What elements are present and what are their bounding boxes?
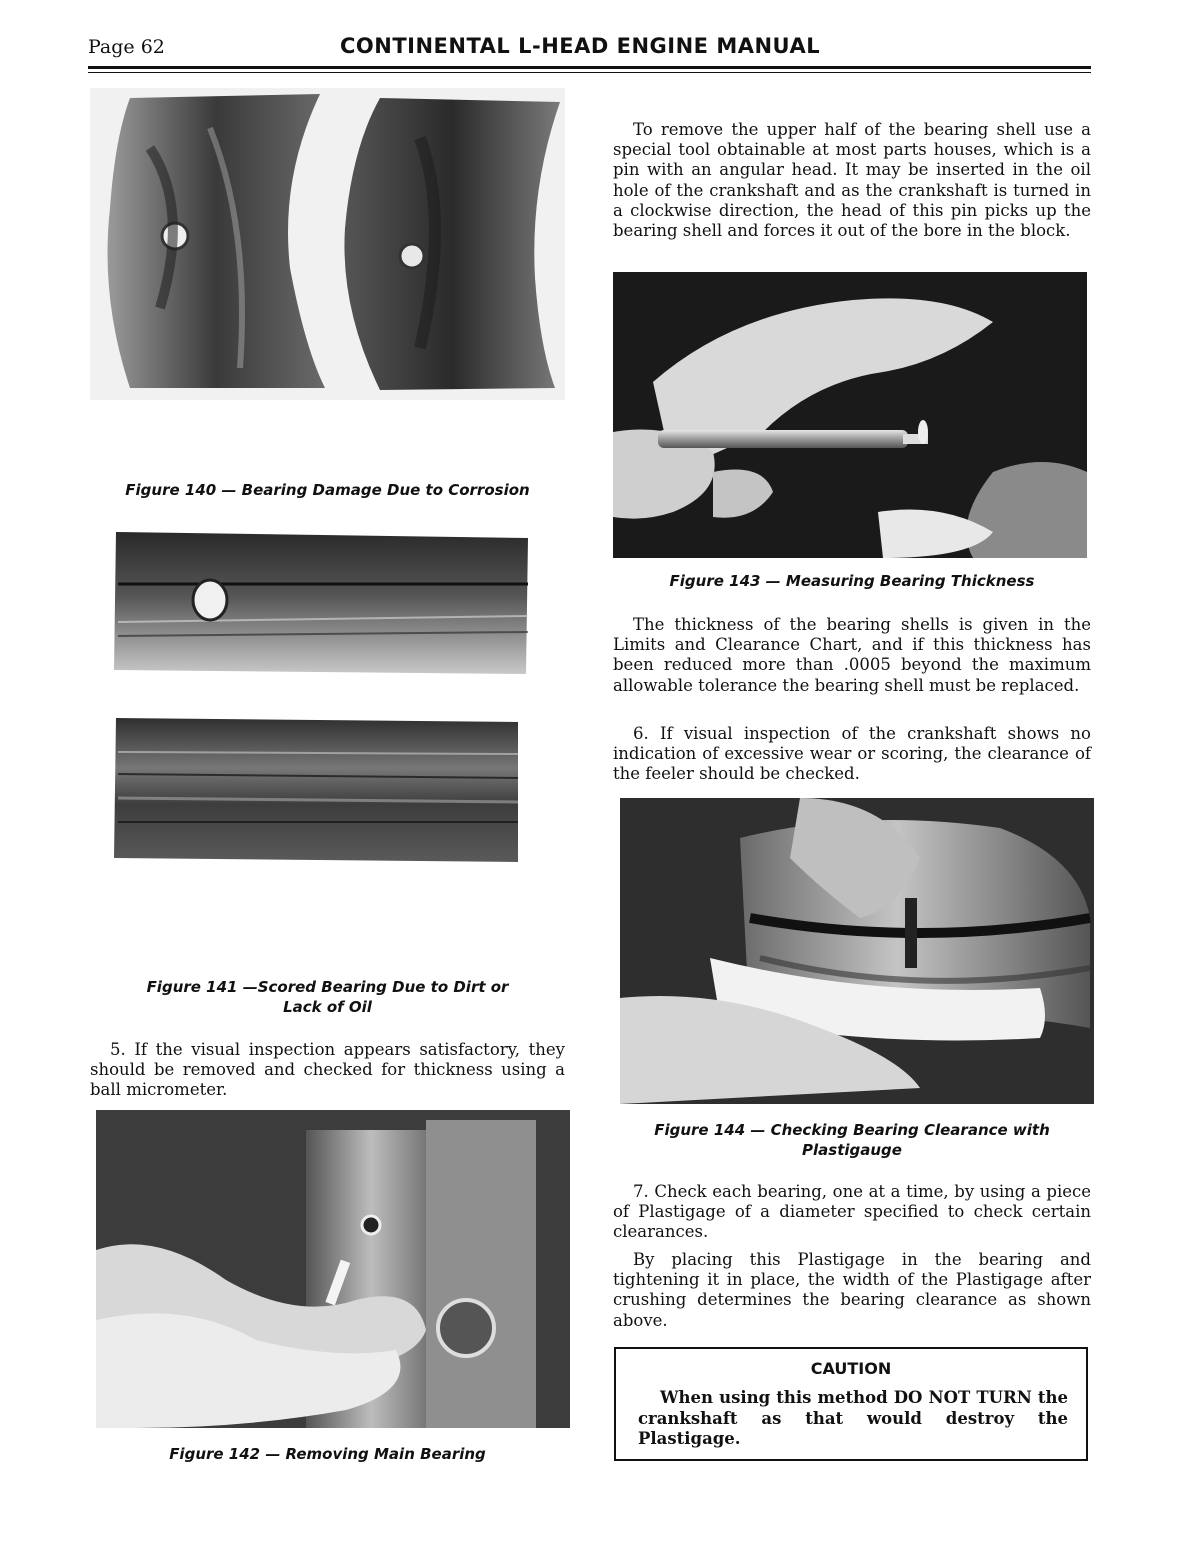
figure-141-photo-bottom [108, 712, 528, 864]
paragraph-step-5: 5. If the visual inspection appears satisfactory, they should be removed and checked for thickness using a ball micrometer. [90, 1040, 565, 1100]
figure-141-caption-line1: Figure 141 —Scored Bearing Due to Dirt or [146, 978, 509, 996]
figure-144-caption-line2: Plastigauge [802, 1141, 902, 1159]
caution-heading: CAUTION [810, 1359, 892, 1378]
paragraph-thickness: The thickness of the bearing shells is given in the Limits and Clearance Chart, and if this thickness has been reduced more than .0005 beyond the maximum allowable tolerance the bearing shell must be replaced. [613, 615, 1091, 695]
figure-144-photo [620, 798, 1094, 1104]
figure-141-photo-top [108, 524, 533, 678]
paragraph-step-6: 6. If visual inspection of the crankshaft shows no indication of excessive wear or scoring, the clearance of the feeler should be checked. [613, 724, 1091, 784]
caution-box [614, 1347, 1088, 1461]
paragraph-step-7: 7. Check each bearing, one at a time, by using a piece of Plastigage of a diameter specified to check certain clearances. [613, 1182, 1091, 1242]
figure-143-caption: Figure 143 — Measuring Bearing Thickness [669, 572, 1035, 590]
page-number: Page 62 [88, 36, 165, 58]
header-rule-thick [88, 66, 1091, 69]
paragraph-remove-upper-half: To remove the upper half of the bearing shell use a special tool obtainable at most parts houses, which is a pin with an angular head. It may be inserted in the oil hole of the crankshaft and as the crankshaft is turned in a clockwise direction, the head of this pin picks up the bearing shell and forces it out of the bore in the block. [613, 120, 1091, 241]
figure-142-caption: Figure 142 — Removing Main Bearing [169, 1445, 486, 1463]
figure-142-photo [96, 1110, 570, 1428]
caution-text: When using this method DO NOT TURN the crankshaft as that would destroy the Plastigage. [638, 1388, 1068, 1448]
figure-144-caption-line1: Figure 144 — Checking Bearing Clearance with [654, 1121, 1050, 1139]
figure-140-caption: Figure 140 — Bearing Damage Due to Corrosion [125, 481, 530, 499]
manual-title: CONTINENTAL L-HEAD ENGINE MANUAL [340, 34, 821, 58]
figure-143-photo [613, 272, 1087, 558]
figure-140-photo [90, 88, 565, 400]
figure-141-caption-line2: Lack of Oil [283, 998, 372, 1016]
paragraph-placing-plastigage: By placing this Plastigage in the bearing and tightening it in place, the width of the Plastigage after crushing determines the bearing clearance as shown above. [613, 1250, 1091, 1330]
header-rule-thin [88, 72, 1091, 73]
